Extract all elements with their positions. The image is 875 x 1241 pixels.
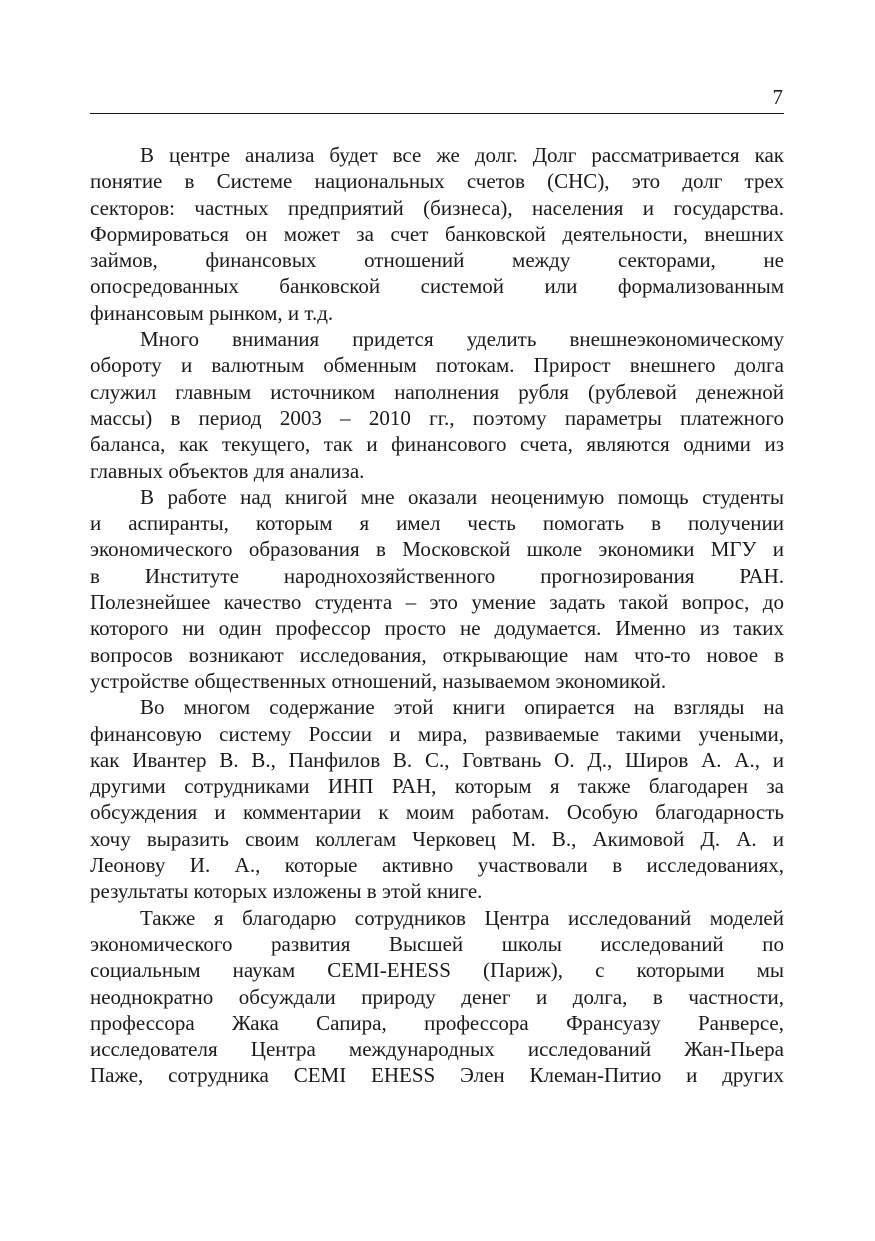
text-line: профессора Жака Сапира, профессора Франсуазу Ранверсе, — [90, 1010, 784, 1035]
text-line: массы) в период 2003 – 2010 гг., поэтому параметры платежного — [90, 405, 784, 430]
text-line: экономического развития Высшей школы исследований по — [90, 931, 784, 956]
text-line: социальным наукам CEMI-EHESS (Париж), с которыми мы — [90, 958, 784, 983]
text-line: обороту и валютным обменным потокам. Прирост внешнего долга — [90, 353, 784, 378]
text-line: В работе над книгой мне оказали неоценимую помощь студенты — [140, 484, 784, 509]
text-line: опосредованных банковской системой или формализованным — [90, 274, 784, 299]
text-line: которого ни один профессор просто не додумается. Именно из таких — [90, 616, 784, 641]
text-line: экономического образования в Московской школе экономики МГУ и — [90, 537, 784, 562]
text-line: как Ивантер В. В., Панфилов В. С., Говтвань О. Д., Широв А. А., и — [90, 747, 784, 772]
paragraph — [90, 326, 784, 484]
text-line: секторов: частных предприятий (бизнеса), населения и государства. — [90, 195, 784, 220]
body-text — [90, 142, 784, 1089]
text-line: и аспиранты, которым я имел честь помогать в получении — [90, 511, 784, 536]
text-line: Во многом содержание этой книги опирается на взгляды на — [140, 695, 784, 720]
page-number: 7 — [772, 85, 783, 109]
text-line: В центре анализа будет все же долг. Долг рассматривается как — [140, 143, 784, 167]
paragraph — [90, 484, 784, 694]
text-line: устройстве общественных отношений, называемом экономикой. — [90, 668, 667, 693]
text-line: служил главным источником наполнения рубля (рублевой денежной — [90, 379, 784, 404]
text-line: Много внимания придется уделить внешнеэкономическому — [140, 327, 784, 352]
text-line: исследователя Центра международных исследований Жан-Пьера — [90, 1037, 784, 1062]
paragraph — [90, 905, 784, 1089]
text-line: финансовую систему России и мира, развиваемые такими учеными, — [90, 721, 784, 746]
text-line: неоднократно обсуждали природу денег и долга, в частности, — [90, 984, 784, 1009]
text-line: финансовым рынком, и т.д. — [90, 300, 334, 325]
text-line: главных объектов для анализа. — [90, 458, 365, 483]
header-rule — [90, 113, 784, 114]
paragraph — [90, 694, 784, 904]
text-line: другими сотрудниками ИНП РАН, которым я также благодарен за — [90, 774, 784, 799]
text-line: обсуждения и комментарии к моим работам. Особую благодарность — [90, 800, 784, 825]
text-line: Паже, сотрудника CEMI EHESS Элен Клеман-Питио и других — [90, 1063, 784, 1088]
text-line: Также я благодарю сотрудников Центра исследований моделей — [140, 905, 784, 930]
text-line: баланса, как текущего, так и финансового счета, являются одними из — [90, 432, 784, 457]
text-line: Формироваться он может за счет банковской деятельности, внешних — [90, 221, 784, 246]
text-line: результаты которых изложены в этой книге. — [90, 879, 483, 904]
paragraph — [90, 142, 784, 326]
text-line: Леонову И. А., которые активно участвовали в исследованиях, — [90, 853, 784, 878]
text-line: в Институте народнохозяйственного прогнозирования РАН. — [90, 563, 784, 588]
text-line: понятие в Системе национальных счетов (СНС), это долг трех — [90, 169, 784, 194]
text-line: займов, финансовых отношений между секторами, не — [90, 248, 784, 273]
text-line: Полезнейшее качество студента – это умение задать такой вопрос, до — [90, 590, 784, 615]
text-line: вопросов возникают исследования, открывающие нам что-то новое в — [90, 642, 784, 667]
text-line: хочу выразить своим коллегам Черковец М. В., Акимовой Д. А. и — [90, 826, 784, 851]
